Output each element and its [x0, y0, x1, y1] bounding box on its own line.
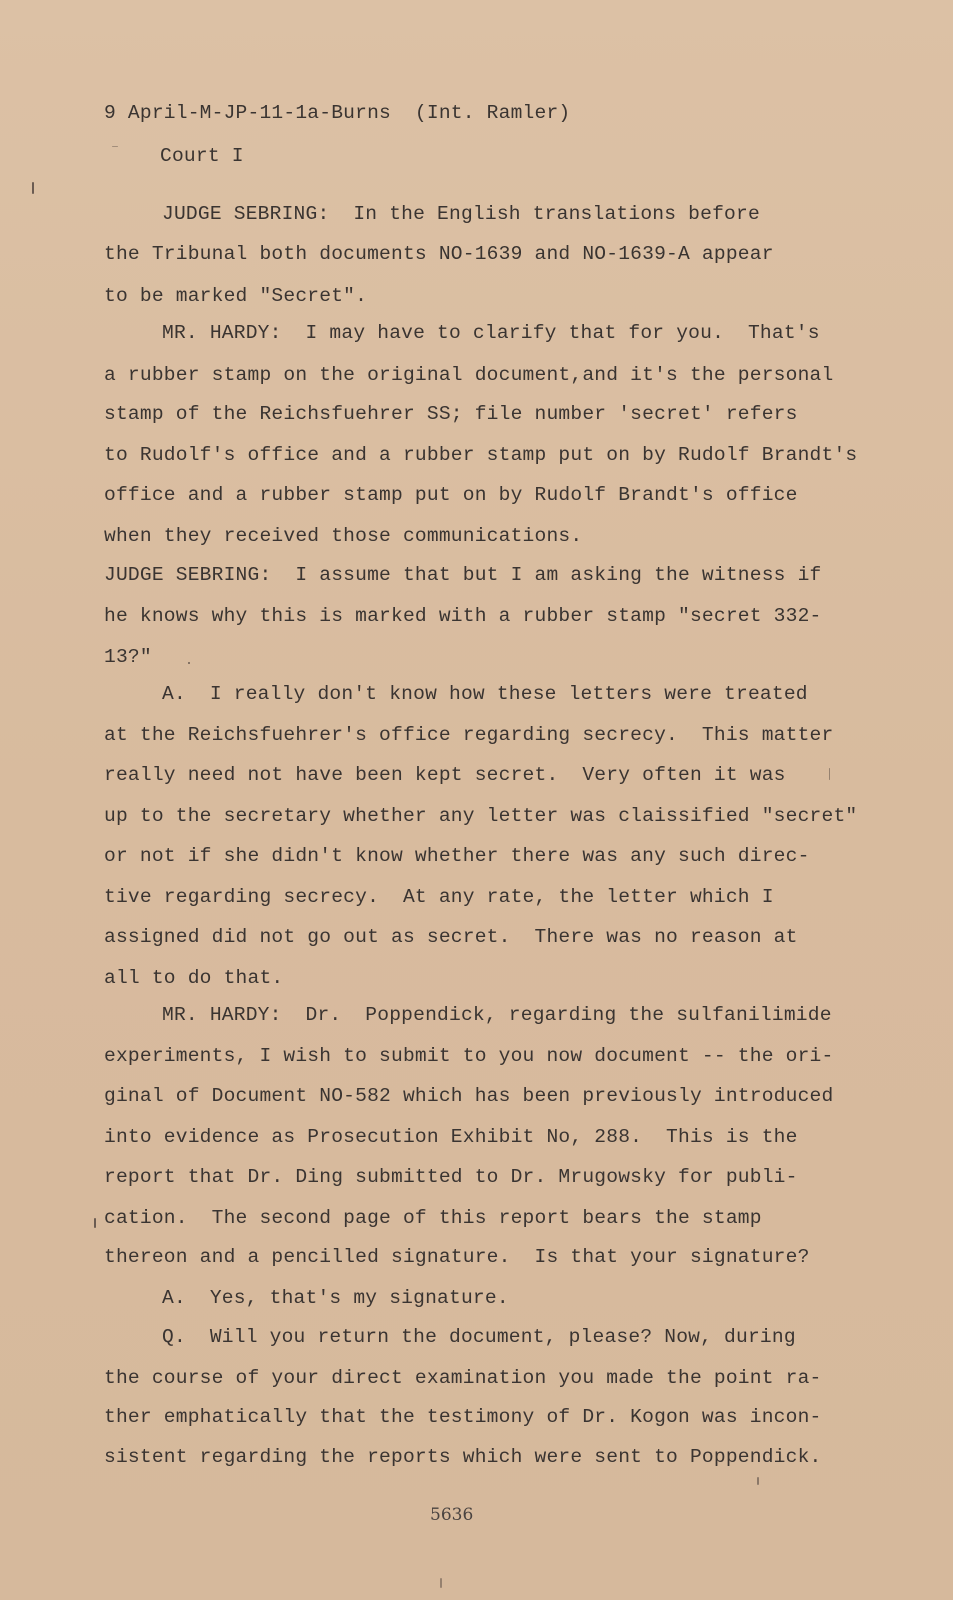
paper-speck [829, 768, 830, 780]
transcript-line: stamp of the Reichsfuehrer SS; file number 'secret' refers [104, 403, 798, 425]
transcript-line: to be marked "Secret". [104, 285, 368, 307]
transcript-line: report that Dr. Ding submitted to Dr. Mrugowsky for publi- [104, 1166, 798, 1188]
transcript-line: into evidence as Prosecution Exhibit No, 288. This is the [104, 1126, 798, 1148]
transcript-line: the Tribunal both documents NO-1639 and NO-1639-A appear [104, 243, 774, 265]
paper-speck [32, 182, 34, 194]
transcript-line: at the Reichsfuehrer's office regarding secrecy. This matter [104, 724, 834, 746]
transcript-line: up to the secretary whether any letter was claissified "secret" [104, 805, 858, 827]
paper-speck [112, 146, 118, 147]
paper-speck [757, 1477, 759, 1485]
transcript-line: cation. The second page of this report bears the stamp [104, 1207, 762, 1229]
transcript-line: 13?" [104, 646, 152, 668]
transcript-line: thereon and a pencilled signature. Is that your signature? [104, 1246, 810, 1268]
paper-speck [440, 1578, 442, 1588]
transcript-line: when they received those communications. [104, 525, 583, 547]
transcript-line: A. Yes, that's my signature. [162, 1287, 509, 1309]
transcript-line: a rubber stamp on the original document,and it's the personal [104, 364, 834, 386]
page-number: 5636 [430, 1505, 474, 1525]
transcript-line: he knows why this is marked with a rubber stamp "secret 332- [104, 605, 822, 627]
transcript-line: tive regarding secrecy. At any rate, the letter which I [104, 886, 774, 908]
transcript-line: really need not have been kept secret. Very often it was [104, 764, 786, 786]
transcript-line: office and a rubber stamp put on by Rudolf Brandt's office [104, 484, 798, 506]
transcript-line: sistent regarding the reports which were sent to Poppendick. [104, 1446, 822, 1468]
transcript-line: or not if she didn't know whether there was any such direc- [104, 845, 810, 867]
transcript-line: MR. HARDY: I may have to clarify that for you. That's [162, 322, 820, 344]
transcript-line: ther emphatically that the testimony of Dr. Kogon was incon- [104, 1406, 822, 1428]
transcript-line: JUDGE SEBRING: I assume that but I am asking the witness if [104, 564, 822, 586]
transcript-line: JUDGE SEBRING: In the English translations before [162, 203, 760, 225]
session-header: 9 April-M-JP-11-1a-Burns (Int. Ramler) [104, 102, 571, 124]
transcript-line: ginal of Document NO-582 which has been previously introduced [104, 1085, 834, 1107]
court-label: Court I [160, 145, 244, 167]
transcript-line: Q. Will you return the document, please? Now, during [162, 1326, 796, 1348]
transcript-line: all to do that. [104, 967, 284, 989]
transcript-line: to Rudolf's office and a rubber stamp put on by Rudolf Brandt's [104, 444, 858, 466]
transcript-line: experiments, I wish to submit to you now document -- the ori- [104, 1045, 834, 1067]
transcript-line: A. I really don't know how these letters were treated [162, 683, 808, 705]
paper-speck [94, 1218, 96, 1228]
transcript-line: MR. HARDY: Dr. Poppendick, regarding the sulfanilimide [162, 1004, 832, 1026]
paper-speck [188, 662, 190, 664]
transcript-line: the course of your direct examination you made the point ra- [104, 1367, 822, 1389]
transcript-line: assigned did not go out as secret. There was no reason at [104, 926, 798, 948]
